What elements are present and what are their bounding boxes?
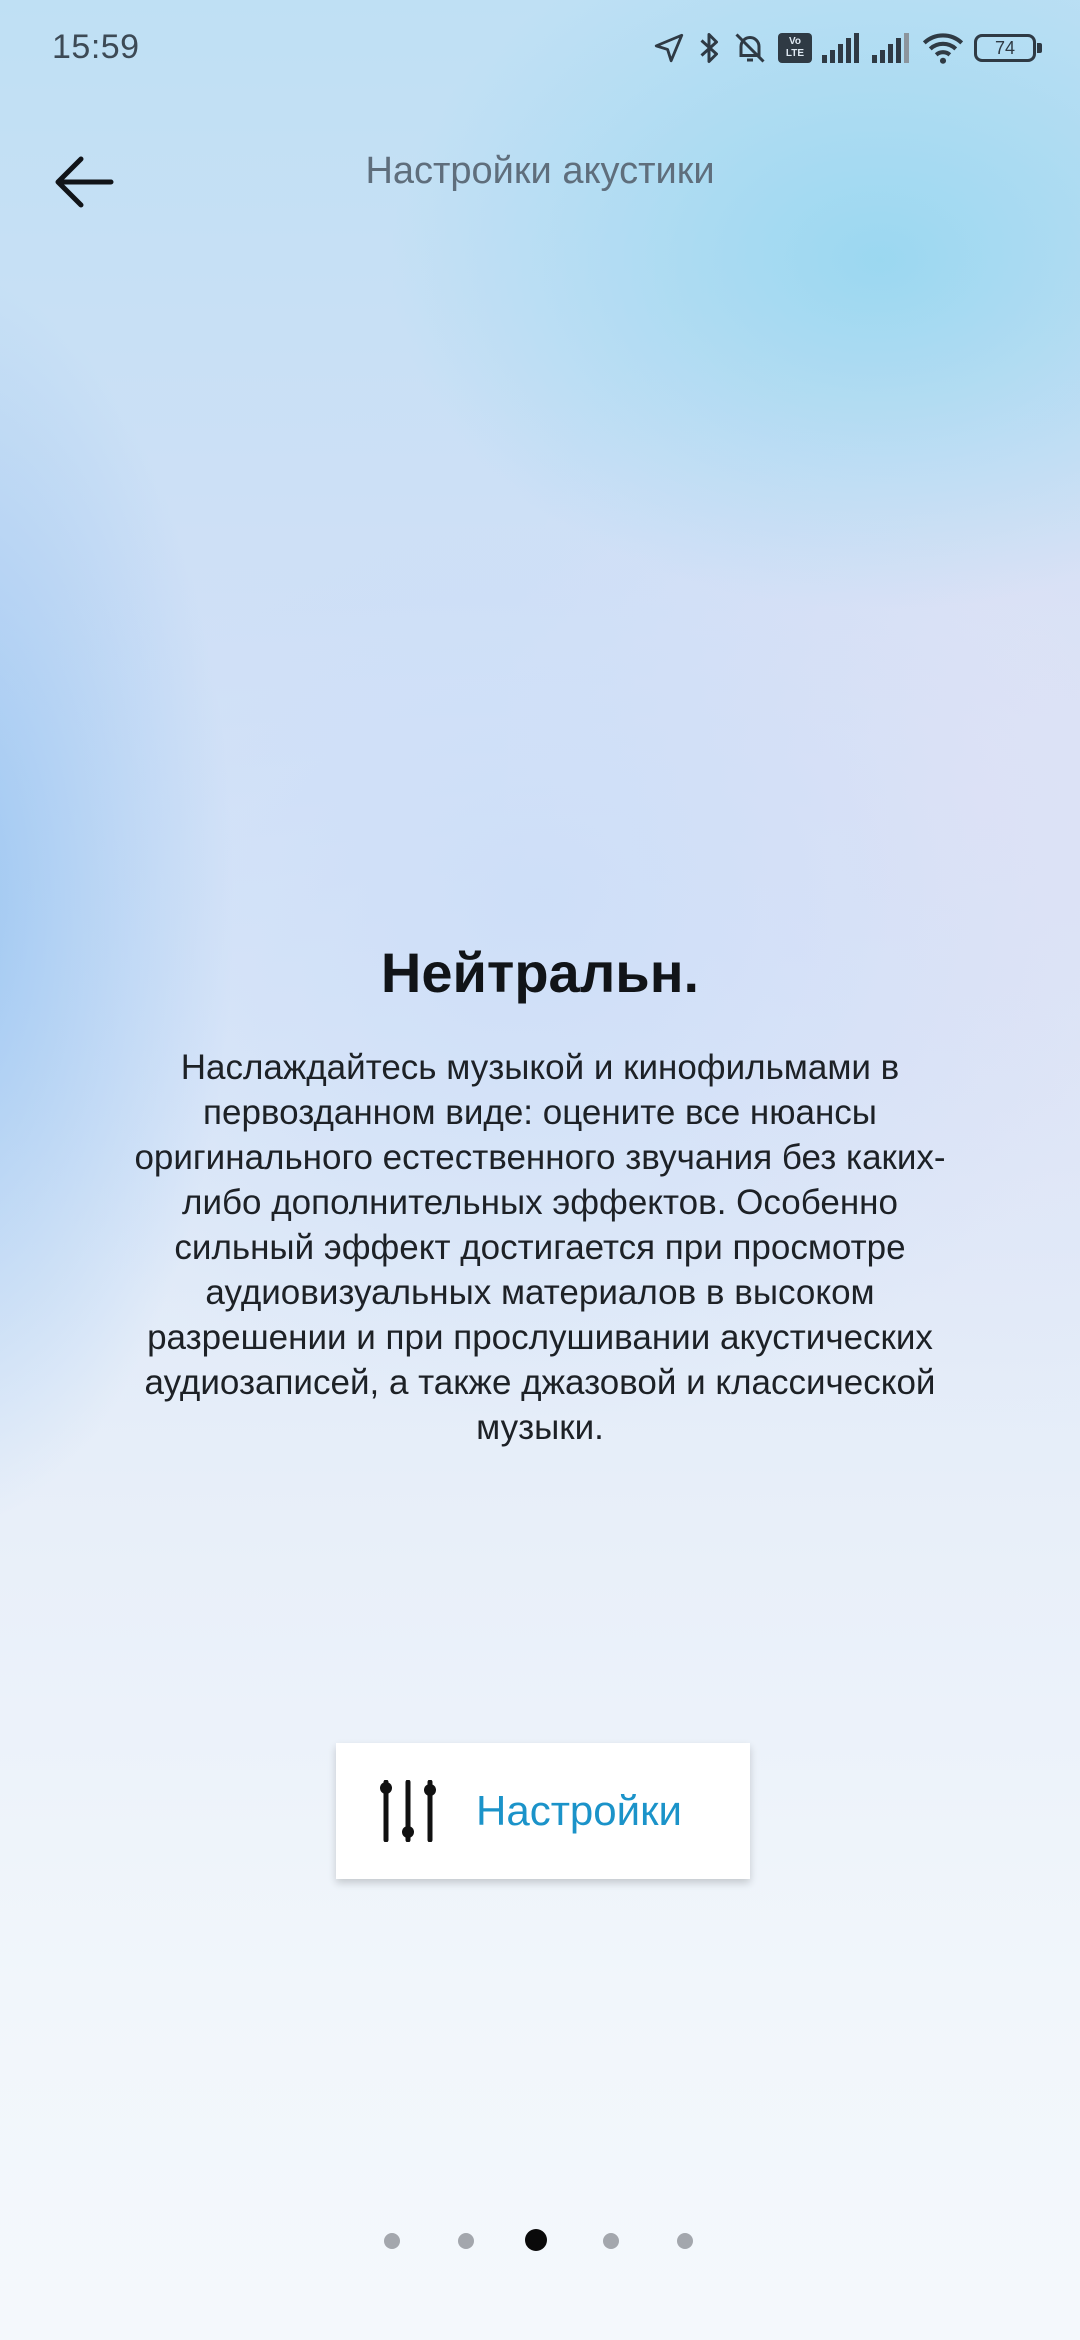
volte-bottom-label: LTE [785, 48, 805, 59]
mode-description: Наслаждайтесь музыкой и кинофильмами в первозданном виде: оцените все нюансы оригинального естественного звучания без каких-либо дополнительных эффектов. Особенно сильный эффект достигается при просмотре аудиовизуальных материалов в высоком разрешении и при прослушивании акустических аудиозаписей, а также джазовой и классической музыки. [134, 1048, 946, 1447]
page-title: Настройки акустики [365, 150, 715, 192]
mute-bell-icon [732, 30, 768, 66]
mode-info [100, 940, 980, 1450]
volte-icon [778, 33, 812, 63]
status-time: 15:59 [52, 28, 140, 66]
page-dot[interactable] [458, 2233, 474, 2249]
page-dot[interactable] [603, 2233, 619, 2249]
status-icons [652, 28, 1044, 68]
volte-top-label: Vo [788, 36, 802, 47]
mode-title: Нейтральн. [380, 941, 700, 1004]
settings-button-label: Настройки [476, 1787, 682, 1834]
battery-icon [974, 34, 1036, 62]
settings-button[interactable] [336, 1743, 750, 1879]
status-bar [0, 0, 1080, 100]
signal-icon [822, 33, 862, 63]
bluetooth-icon [696, 30, 722, 66]
location-arrow-icon [652, 31, 686, 65]
equalizer-sliders-icon [378, 1780, 438, 1842]
page-dot[interactable] [677, 2233, 693, 2249]
signal-icon [872, 33, 912, 63]
battery-level: 74 [994, 37, 1016, 58]
wifi-icon [922, 31, 964, 65]
app-bar [0, 130, 1080, 220]
page-dot[interactable] [384, 2233, 400, 2249]
page-indicator [0, 2225, 1080, 2255]
page-dot-active[interactable] [525, 2229, 547, 2251]
